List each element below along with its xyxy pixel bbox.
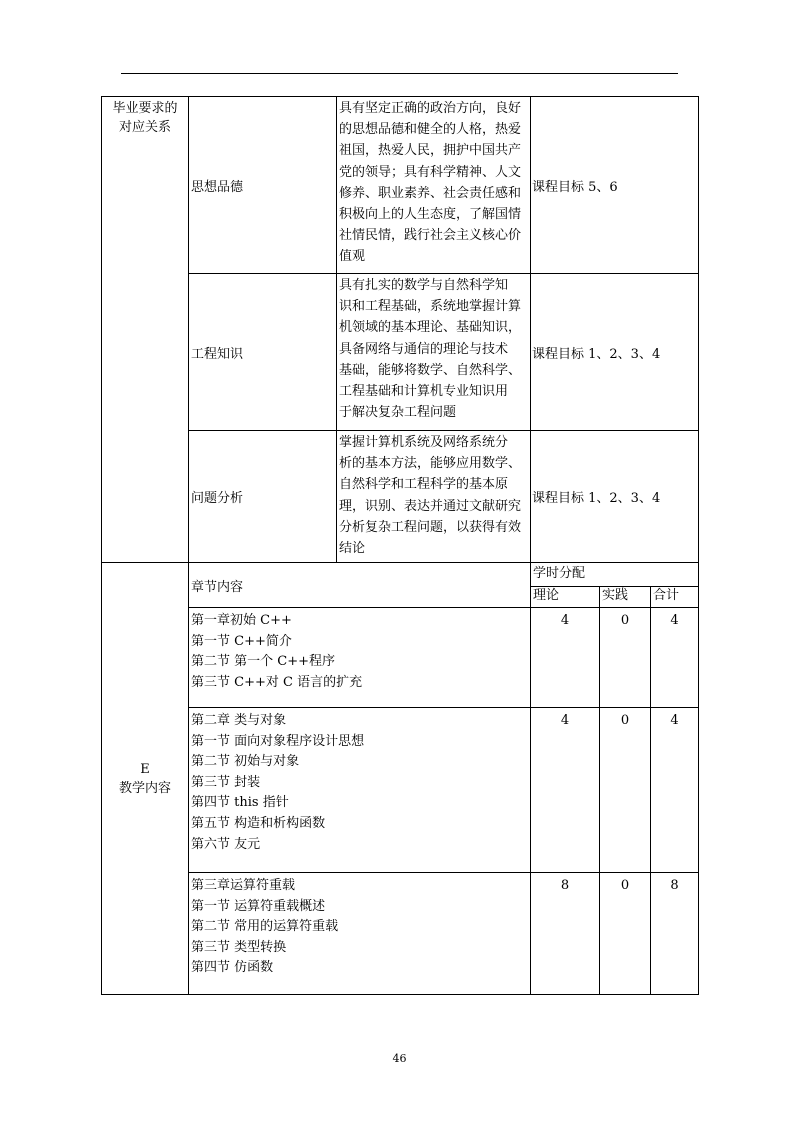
desc-line: 具有坚定正确的政治方向，良好 <box>339 101 522 116</box>
section-line: 第六节 友元 <box>191 836 261 852</box>
section-line: 第二节 第一个 C++程序 <box>191 654 335 670</box>
section-line: 第三节 C++对 C 语言的扩充 <box>191 674 363 690</box>
desc-line: 具备网络与通信的理论与技术 <box>339 341 509 357</box>
desc-line: 工程基础和计算机专业知识用 <box>339 384 509 400</box>
total-hours: 8 <box>651 873 699 995</box>
hours-header: 学时分配 <box>531 563 699 587</box>
desc-line: 识和工程基础，系统地掌握计算 <box>339 299 522 315</box>
section-line: 第二章 类与对象 <box>191 713 287 728</box>
section-label-line: 毕业要求的 <box>112 101 178 116</box>
section-line: 第一章初始 C++ <box>191 613 292 628</box>
practice-hours: 0 <box>600 608 651 708</box>
theory-hours: 4 <box>531 608 600 708</box>
section-line: 第三章运算符重载 <box>191 878 296 893</box>
requirement-row <box>102 431 699 563</box>
section-line: 第二节 常用的运算符重载 <box>191 919 339 935</box>
syllabus-table <box>101 96 699 995</box>
desc-line: 的思想品德和健全的人格，热爱 <box>339 122 522 138</box>
section-line: 第二节 初始与对象 <box>191 754 300 770</box>
practice-hours: 0 <box>600 873 651 995</box>
desc-line: 积极向上的人生态度，了解国情 <box>339 207 522 223</box>
desc-line: 析的基本方法，能够应用数学、 <box>339 456 522 472</box>
desc-line: 值观 <box>339 249 366 265</box>
content-header-row <box>102 563 699 587</box>
course-goal: 课程目标 5、6 <box>531 97 699 274</box>
desc-line: 自然科学和工程科学的基本原 <box>339 477 509 493</box>
desc-line: 机领域的基本理论、基础知识， <box>339 320 522 336</box>
theory-hours: 8 <box>531 873 600 995</box>
practice-hours: 0 <box>600 708 651 873</box>
desc-line: 于解决复杂工程问题 <box>339 405 457 421</box>
requirement-description <box>337 97 531 274</box>
chapter-row <box>102 708 699 873</box>
theory-header: 理论 <box>531 587 600 608</box>
total-header: 合计 <box>651 587 699 608</box>
requirement-name: 思想品德 <box>189 97 337 274</box>
chapter-content-header: 章节内容 <box>189 563 531 608</box>
section-line: 第四节 仿函数 <box>191 960 274 976</box>
content-section-label <box>102 563 189 995</box>
chapter-sections <box>189 873 531 995</box>
section-line: 第一节 运算符重载概述 <box>191 898 326 914</box>
desc-line: 具有扎实的数学与自然科学知 <box>339 278 509 293</box>
desc-line: 祖国，热爱人民，拥护中国共产 <box>339 143 522 159</box>
section-line: 第一节 C++简介 <box>191 633 292 649</box>
desc-line: 党的领导；具有科学精神、人文 <box>339 164 522 180</box>
section-letter: E <box>140 761 150 777</box>
requirement-name: 工程知识 <box>189 274 337 431</box>
desc-line: 修养、职业素养、社会责任感和 <box>339 185 522 201</box>
section-label: 教学内容 <box>118 780 171 796</box>
desc-line: 结论 <box>339 541 366 557</box>
theory-hours: 4 <box>531 708 600 873</box>
desc-line: 基础，能够将数学、自然科学、 <box>339 362 522 378</box>
chapter-row <box>102 873 699 995</box>
chapter-sections <box>189 708 531 873</box>
course-goal: 课程目标 1、2、3、4 <box>531 431 699 563</box>
course-goal: 课程目标 1、2、3、4 <box>531 274 699 431</box>
section-line: 第三节 类型转换 <box>191 939 287 955</box>
section-line: 第一节 面向对象程序设计思想 <box>191 733 365 749</box>
requirement-row <box>102 274 699 431</box>
section-line: 第三节 封装 <box>191 774 261 790</box>
section-line: 第五节 构造和析构函数 <box>191 815 326 831</box>
total-hours: 4 <box>651 708 699 873</box>
header-rule <box>121 73 678 74</box>
desc-line: 社情民情，践行社会主义核心价 <box>339 228 522 244</box>
total-hours: 4 <box>651 608 699 708</box>
practice-header: 实践 <box>600 587 651 608</box>
requirement-description <box>337 274 531 431</box>
section-label-line: 对应关系 <box>118 120 171 135</box>
page-number: 46 <box>392 1052 407 1065</box>
section-line: 第四节 this 指针 <box>191 795 289 811</box>
chapter-sections <box>189 608 531 708</box>
desc-line: 理，识别、表达并通过文献研究 <box>339 498 522 514</box>
desc-line: 分析复杂工程问题，以获得有效 <box>339 519 522 535</box>
chapter-row <box>102 608 699 708</box>
requirement-name: 问题分析 <box>189 431 337 563</box>
requirement-row <box>102 97 699 274</box>
requirement-description <box>337 431 531 563</box>
requirements-section-label <box>102 97 189 563</box>
desc-line: 掌握计算机系统及网络系统分 <box>339 435 509 450</box>
